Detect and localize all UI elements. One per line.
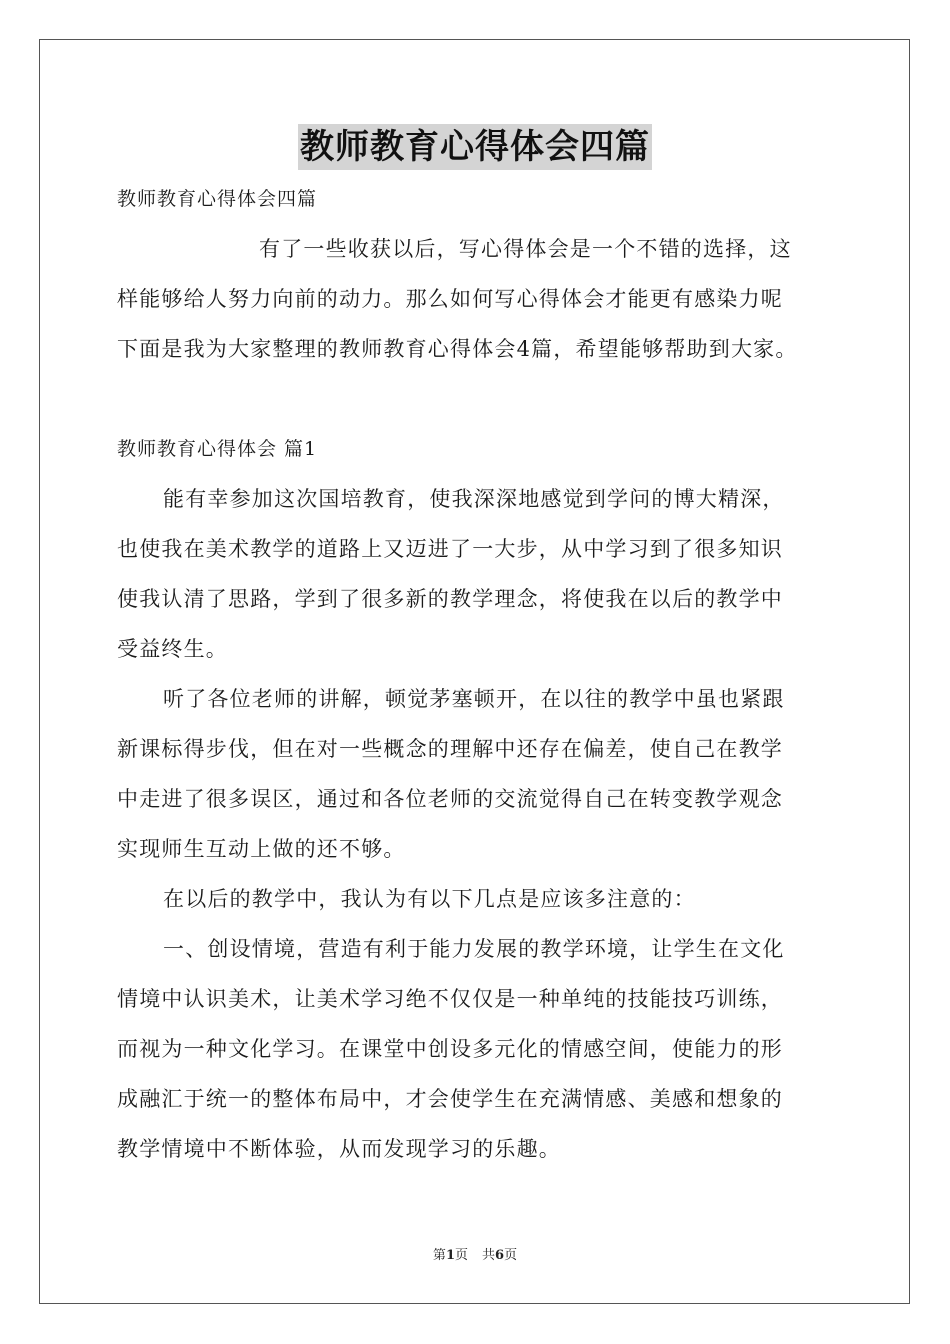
paragraph-line: 也使我在美术教学的道路上又迈进了一大步，从中学习到了很多知识 <box>117 537 783 561</box>
paragraph-line: 新课标得步伐，但在对一些概念的理解中还存在偏差，使自己在教学 <box>117 737 783 761</box>
page-border <box>39 39 910 1304</box>
footer-total-prefix: 共 <box>482 1248 496 1263</box>
paragraph-line: 在以后的教学中，我认为有以下几点是应该多注意的： <box>163 887 696 911</box>
intro-line: 样能够给人努力向前的动力。那么如何写心得体会才能更有感染力呢 <box>117 287 783 311</box>
footer-total-suffix: 页 <box>504 1248 518 1263</box>
page-footer <box>0 1246 950 1266</box>
footer-total-pages: 6 <box>495 1248 505 1263</box>
footer-page-suffix: 页 <box>454 1248 468 1263</box>
paragraph-line: 中走进了很多误区，通过和各位老师的交流觉得自己在转变教学观念 <box>117 787 783 811</box>
paragraph-line: 能有幸参加这次国培教育，使我深深地感觉到学问的博大精深， <box>163 487 785 511</box>
paragraph-line: 成融汇于统一的整体布局中，才会使学生在充满情感、美感和想象的 <box>117 1087 783 1111</box>
paragraph-line: 听了各位老师的讲解，顿觉茅塞顿开，在以往的教学中虽也紧跟 <box>163 687 785 711</box>
footer-page-prefix: 第 <box>432 1248 446 1263</box>
paragraph-line: 而视为一种文化学习。在课堂中创设多元化的情感空间，使能力的形 <box>117 1037 783 1061</box>
paragraph-line: 一、创设情境，营造有利于能力发展的教学环境，让学生在文化 <box>163 937 785 961</box>
section-heading: 教师教育心得体会 篇1 <box>117 438 318 460</box>
paragraph-line: 受益终生。 <box>117 637 228 661</box>
footer-page-number: 1 <box>445 1248 455 1263</box>
document-title: 教师教育心得体会四篇 <box>298 124 652 170</box>
paragraph-line: 实现师生互动上做的还不够。 <box>117 837 406 861</box>
document-subtitle: 教师教育心得体会四篇 <box>117 188 318 210</box>
intro-line: 下面是我为大家整理的教师教育心得体会4篇，希望能够帮助到大家。 <box>117 337 798 361</box>
paragraph-line: 使我认清了思路，学到了很多新的教学理念，将使我在以后的教学中 <box>117 587 783 611</box>
title-container <box>0 124 950 170</box>
paragraph-line: 教学情境中不断体验，从而发现学习的乐趣。 <box>117 1137 561 1161</box>
intro-line: 有了一些收获以后，写心得体会是一个不错的选择，这 <box>259 237 792 261</box>
paragraph-line: 情境中认识美术，让美术学习绝不仅仅是一种单纯的技能技巧训练， <box>117 987 783 1011</box>
